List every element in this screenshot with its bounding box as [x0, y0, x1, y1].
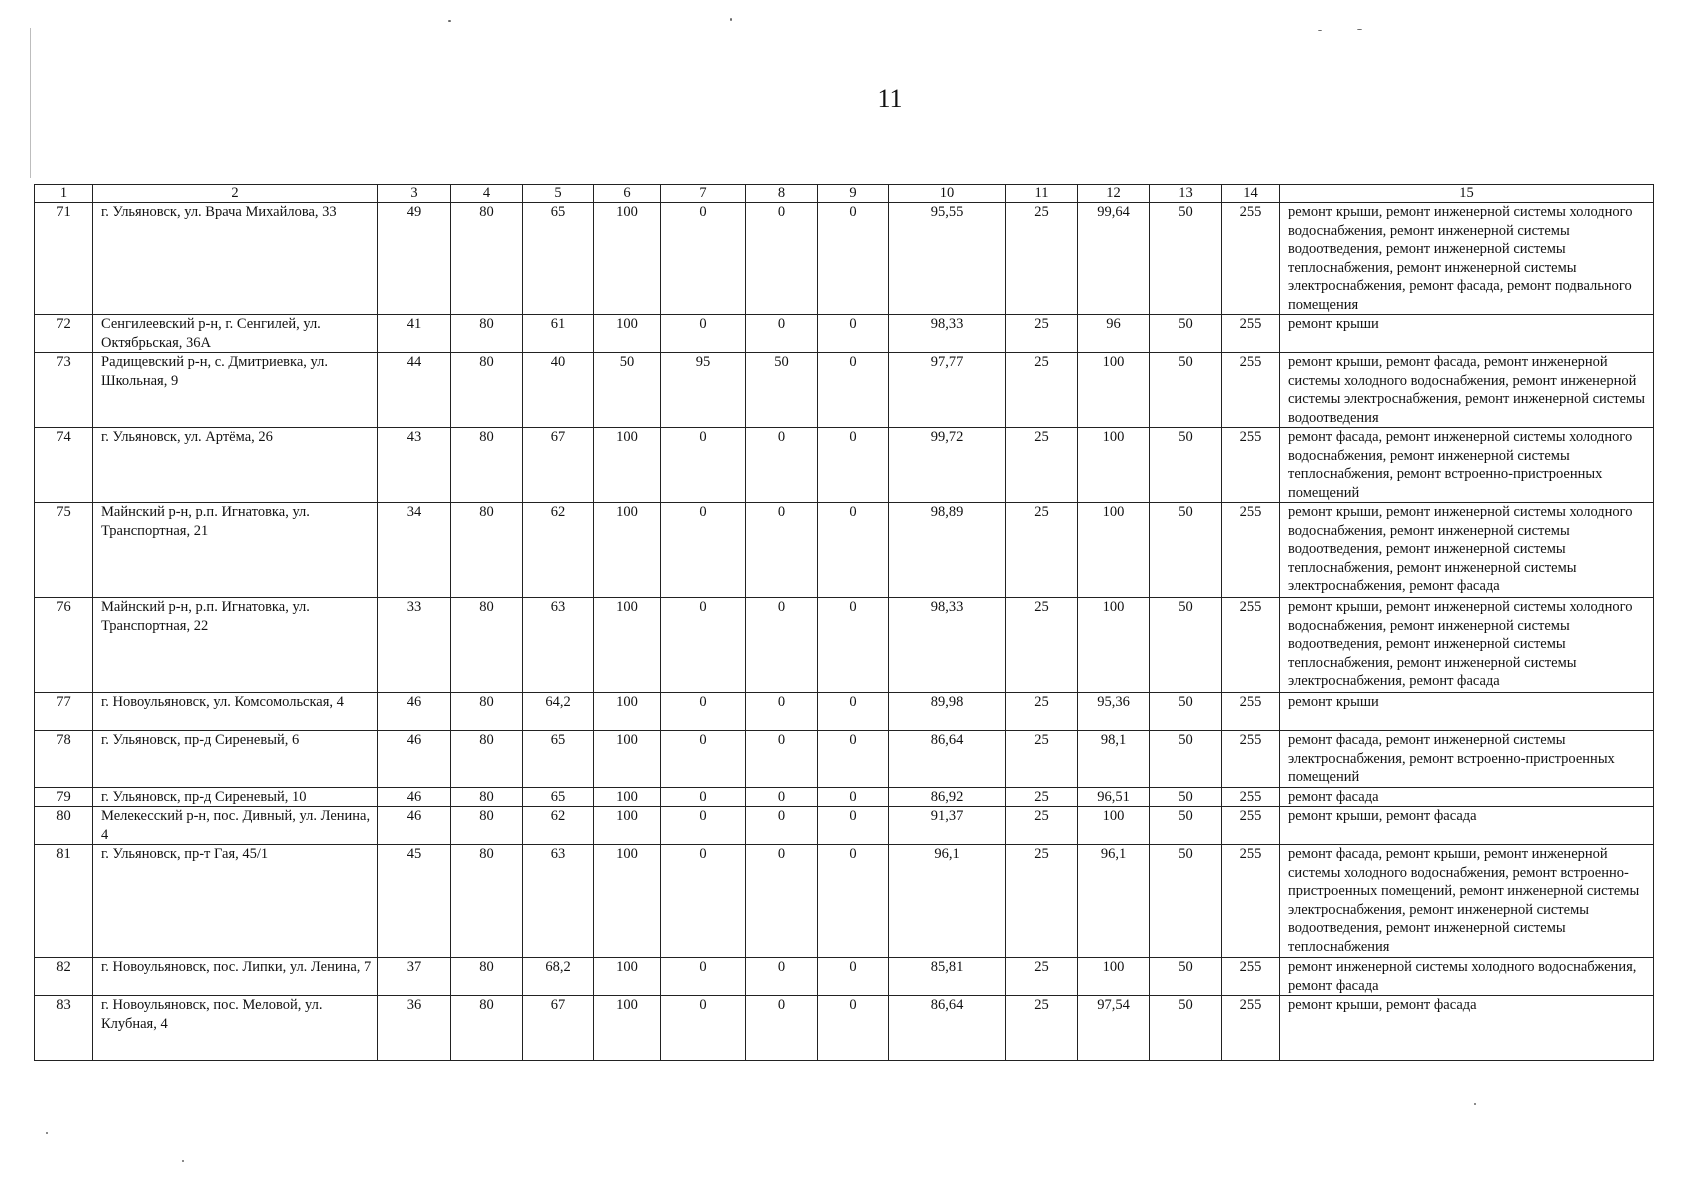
value-cell: 49: [378, 203, 451, 315]
value-cell: 100: [594, 787, 661, 807]
value-cell: 80: [451, 598, 523, 693]
value-cell: 80: [451, 203, 523, 315]
value-cell: 255: [1222, 731, 1280, 788]
value-cell: 255: [1222, 503, 1280, 598]
value-cell: 50: [1150, 996, 1222, 1061]
works-cell: ремонт крыши, ремонт фасада: [1280, 996, 1654, 1061]
table-row: [35, 787, 1654, 807]
works-cell: ремонт фасада, ремонт инженерной системы холодного водоснабжения, ремонт инженерной системы теплоснабжения, ремонт встроенно-пристроенных помещений: [1280, 428, 1654, 503]
column-header: 11: [1006, 185, 1078, 203]
column-header: 12: [1078, 185, 1150, 203]
value-cell: 0: [818, 731, 889, 788]
value-cell: 0: [746, 315, 818, 353]
works-cell: ремонт крыши, ремонт фасада, ремонт инженерной системы холодного водоснабжения, ремонт инженерной системы электроснабжения, ремонт инженерной системы водоотведения: [1280, 353, 1654, 428]
value-cell: 95,36: [1078, 693, 1150, 731]
value-cell: 50: [1150, 203, 1222, 315]
address-cell: г. Ульяновск, пр-д Сиреневый, 6: [93, 731, 378, 788]
table-row: [35, 203, 1654, 315]
value-cell: 34: [378, 503, 451, 598]
value-cell: 0: [818, 958, 889, 996]
value-cell: 25: [1006, 203, 1078, 315]
value-cell: 100: [594, 845, 661, 958]
value-cell: 44: [378, 353, 451, 428]
value-cell: 46: [378, 787, 451, 807]
value-cell: 25: [1006, 996, 1078, 1061]
value-cell: 0: [661, 807, 746, 845]
value-cell: 0: [661, 315, 746, 353]
value-cell: 0: [746, 203, 818, 315]
value-cell: 61: [523, 315, 594, 353]
value-cell: 50: [1150, 353, 1222, 428]
table-row: [35, 315, 1654, 353]
column-header: 3: [378, 185, 451, 203]
value-cell: 89,98: [889, 693, 1006, 731]
value-cell: 0: [746, 731, 818, 788]
value-cell: 255: [1222, 958, 1280, 996]
value-cell: 100: [594, 503, 661, 598]
value-cell: 100: [594, 996, 661, 1061]
value-cell: 0: [746, 598, 818, 693]
value-cell: 0: [661, 996, 746, 1061]
value-cell: 98,33: [889, 315, 1006, 353]
value-cell: 25: [1006, 315, 1078, 353]
value-cell: 0: [661, 958, 746, 996]
row-number: 77: [35, 693, 93, 731]
row-number: 82: [35, 958, 93, 996]
value-cell: 37: [378, 958, 451, 996]
value-cell: 0: [746, 996, 818, 1061]
address-cell: Майнский р-н, р.п. Игнатовка, ул. Транспортная, 22: [93, 598, 378, 693]
value-cell: 80: [451, 845, 523, 958]
value-cell: 255: [1222, 598, 1280, 693]
address-cell: г. Новоульяновск, ул. Комсомольская, 4: [93, 693, 378, 731]
value-cell: 98,33: [889, 598, 1006, 693]
value-cell: 100: [1078, 807, 1150, 845]
scan-speck: [1474, 1103, 1476, 1105]
value-cell: 50: [746, 353, 818, 428]
row-number: 78: [35, 731, 93, 788]
value-cell: 80: [451, 807, 523, 845]
header-row: [35, 185, 1654, 203]
value-cell: 67: [523, 428, 594, 503]
value-cell: 50: [1150, 598, 1222, 693]
scan-speck: [448, 20, 451, 22]
value-cell: 0: [661, 503, 746, 598]
works-cell: ремонт инженерной системы холодного водоснабжения, ремонт фасада: [1280, 958, 1654, 996]
value-cell: 0: [746, 845, 818, 958]
address-cell: г. Ульяновск, пр-т Гая, 45/1: [93, 845, 378, 958]
value-cell: 65: [523, 731, 594, 788]
works-cell: ремонт крыши, ремонт инженерной системы холодного водоснабжения, ремонт инженерной системы водоотведения, ремонт инженерной системы теплоснабжения, ремонт инженерной системы электроснабжения, ремонт фасада: [1280, 598, 1654, 693]
column-header: 2: [93, 185, 378, 203]
value-cell: 0: [818, 787, 889, 807]
value-cell: 63: [523, 598, 594, 693]
value-cell: 86,64: [889, 731, 1006, 788]
value-cell: 0: [661, 731, 746, 788]
value-cell: 96: [1078, 315, 1150, 353]
address-cell: Мелекесский р-н, пос. Дивный, ул. Ленина, 4: [93, 807, 378, 845]
value-cell: 62: [523, 807, 594, 845]
value-cell: 100: [594, 731, 661, 788]
column-header: 8: [746, 185, 818, 203]
table-row: [35, 428, 1654, 503]
address-cell: г. Ульяновск, пр-д Сиреневый, 10: [93, 787, 378, 807]
value-cell: 50: [1150, 958, 1222, 996]
value-cell: 25: [1006, 731, 1078, 788]
value-cell: 0: [818, 428, 889, 503]
value-cell: 255: [1222, 428, 1280, 503]
value-cell: 50: [1150, 787, 1222, 807]
value-cell: 36: [378, 996, 451, 1061]
value-cell: 0: [818, 203, 889, 315]
value-cell: 86,64: [889, 996, 1006, 1061]
value-cell: 50: [1150, 731, 1222, 788]
scan-speck: [46, 1132, 48, 1134]
value-cell: 97,77: [889, 353, 1006, 428]
row-number: 71: [35, 203, 93, 315]
value-cell: 0: [818, 353, 889, 428]
value-cell: 64,2: [523, 693, 594, 731]
value-cell: 80: [451, 958, 523, 996]
row-number: 73: [35, 353, 93, 428]
value-cell: 46: [378, 693, 451, 731]
value-cell: 67: [523, 996, 594, 1061]
address-cell: г. Ульяновск, ул. Врача Михайлова, 33: [93, 203, 378, 315]
value-cell: 100: [594, 693, 661, 731]
column-header: 6: [594, 185, 661, 203]
value-cell: 46: [378, 731, 451, 788]
value-cell: 255: [1222, 807, 1280, 845]
value-cell: 50: [1150, 845, 1222, 958]
value-cell: 25: [1006, 503, 1078, 598]
scan-speck: [730, 18, 732, 21]
value-cell: 25: [1006, 598, 1078, 693]
value-cell: 50: [1150, 503, 1222, 598]
value-cell: 0: [818, 996, 889, 1061]
value-cell: 100: [1078, 958, 1150, 996]
value-cell: 0: [818, 315, 889, 353]
value-cell: 100: [1078, 598, 1150, 693]
value-cell: 95: [661, 353, 746, 428]
value-cell: 25: [1006, 807, 1078, 845]
value-cell: 0: [661, 845, 746, 958]
address-cell: г. Новоульяновск, пос. Липки, ул. Ленина, 7: [93, 958, 378, 996]
value-cell: 80: [451, 315, 523, 353]
column-header: 4: [451, 185, 523, 203]
value-cell: 33: [378, 598, 451, 693]
value-cell: 255: [1222, 315, 1280, 353]
value-cell: 25: [1006, 353, 1078, 428]
value-cell: 41: [378, 315, 451, 353]
table-row: [35, 353, 1654, 428]
value-cell: 0: [818, 807, 889, 845]
value-cell: 255: [1222, 353, 1280, 428]
works-cell: ремонт крыши, ремонт инженерной системы холодного водоснабжения, ремонт инженерной системы водоотведения, ремонт инженерной системы теплоснабжения, ремонт инженерной системы электроснабжения, ремонт фасада, ремонт подвального помещения: [1280, 203, 1654, 315]
column-header: 14: [1222, 185, 1280, 203]
works-cell: ремонт крыши: [1280, 693, 1654, 731]
value-cell: 62: [523, 503, 594, 598]
value-cell: 98,1: [1078, 731, 1150, 788]
value-cell: 91,37: [889, 807, 1006, 845]
value-cell: 43: [378, 428, 451, 503]
value-cell: 86,92: [889, 787, 1006, 807]
value-cell: 25: [1006, 428, 1078, 503]
column-header: 7: [661, 185, 746, 203]
value-cell: 100: [594, 428, 661, 503]
value-cell: 68,2: [523, 958, 594, 996]
row-number: 75: [35, 503, 93, 598]
value-cell: 45: [378, 845, 451, 958]
works-cell: ремонт фасада: [1280, 787, 1654, 807]
value-cell: 255: [1222, 787, 1280, 807]
repair-program-table: [34, 184, 1654, 1061]
value-cell: 80: [451, 503, 523, 598]
value-cell: 255: [1222, 845, 1280, 958]
address-cell: Майнский р-н, р.п. Игнатовка, ул. Транспортная, 21: [93, 503, 378, 598]
column-header: 1: [35, 185, 93, 203]
value-cell: 255: [1222, 996, 1280, 1061]
value-cell: 50: [1150, 807, 1222, 845]
works-cell: ремонт фасада, ремонт инженерной системы электроснабжения, ремонт встроенно-пристроенных помещений: [1280, 731, 1654, 788]
value-cell: 0: [746, 807, 818, 845]
scan-speck: [1318, 30, 1322, 31]
value-cell: 0: [818, 598, 889, 693]
value-cell: 25: [1006, 958, 1078, 996]
value-cell: 50: [594, 353, 661, 428]
row-number: 80: [35, 807, 93, 845]
value-cell: 0: [746, 503, 818, 598]
value-cell: 0: [661, 203, 746, 315]
value-cell: 50: [1150, 428, 1222, 503]
column-header: 10: [889, 185, 1006, 203]
works-cell: ремонт крыши: [1280, 315, 1654, 353]
value-cell: 99,72: [889, 428, 1006, 503]
column-header: 5: [523, 185, 594, 203]
table-body: [35, 185, 1654, 1061]
value-cell: 0: [661, 693, 746, 731]
value-cell: 65: [523, 787, 594, 807]
table-row: [35, 731, 1654, 788]
scan-edge-line: [30, 28, 31, 178]
scan-speck: [1357, 29, 1362, 30]
column-header: 15: [1280, 185, 1654, 203]
page-number: 11: [877, 84, 903, 113]
address-cell: Сенгилеевский р-н, г. Сенгилей, ул. Октябрьская, 36А: [93, 315, 378, 353]
value-cell: 100: [594, 315, 661, 353]
value-cell: 100: [1078, 428, 1150, 503]
value-cell: 50: [1150, 693, 1222, 731]
value-cell: 0: [818, 845, 889, 958]
value-cell: 80: [451, 693, 523, 731]
value-cell: 80: [451, 353, 523, 428]
address-cell: Радищевский р-н, с. Дмитриевка, ул. Школьная, 9: [93, 353, 378, 428]
row-number: 79: [35, 787, 93, 807]
value-cell: 0: [818, 503, 889, 598]
value-cell: 0: [661, 428, 746, 503]
value-cell: 63: [523, 845, 594, 958]
value-cell: 80: [451, 787, 523, 807]
table-row: [35, 958, 1654, 996]
table-row: [35, 693, 1654, 731]
column-header: 13: [1150, 185, 1222, 203]
value-cell: 80: [451, 428, 523, 503]
value-cell: 255: [1222, 693, 1280, 731]
table-row: [35, 807, 1654, 845]
value-cell: 40: [523, 353, 594, 428]
value-cell: 25: [1006, 787, 1078, 807]
column-header: 9: [818, 185, 889, 203]
value-cell: 96,51: [1078, 787, 1150, 807]
address-cell: г. Ульяновск, ул. Артёма, 26: [93, 428, 378, 503]
row-number: 74: [35, 428, 93, 503]
value-cell: 100: [594, 958, 661, 996]
value-cell: 100: [594, 807, 661, 845]
row-number: 76: [35, 598, 93, 693]
value-cell: 0: [661, 787, 746, 807]
value-cell: 80: [451, 731, 523, 788]
value-cell: 65: [523, 203, 594, 315]
value-cell: 99,64: [1078, 203, 1150, 315]
value-cell: 0: [746, 693, 818, 731]
value-cell: 0: [746, 428, 818, 503]
table-row: [35, 845, 1654, 958]
value-cell: 100: [1078, 503, 1150, 598]
value-cell: 100: [1078, 353, 1150, 428]
value-cell: 80: [451, 996, 523, 1061]
value-cell: 0: [746, 958, 818, 996]
row-number: 83: [35, 996, 93, 1061]
scan-speck: [182, 1160, 184, 1162]
value-cell: 98,89: [889, 503, 1006, 598]
address-cell: г. Новоульяновск, пос. Меловой, ул. Клубная, 4: [93, 996, 378, 1061]
value-cell: 100: [594, 598, 661, 693]
row-number: 81: [35, 845, 93, 958]
works-cell: ремонт фасада, ремонт крыши, ремонт инженерной системы холодного водоснабжения, ремонт встроенно-пристроенных помещений, ремонт инженерной системы электроснабжения, ремонт инженерной системы водоотведения, ремонт инженерной системы теплоснабжения: [1280, 845, 1654, 958]
value-cell: 100: [594, 203, 661, 315]
value-cell: 0: [661, 598, 746, 693]
value-cell: 50: [1150, 315, 1222, 353]
table-row: [35, 996, 1654, 1061]
value-cell: 46: [378, 807, 451, 845]
table-row: [35, 503, 1654, 598]
value-cell: 96,1: [1078, 845, 1150, 958]
value-cell: 25: [1006, 693, 1078, 731]
value-cell: 0: [818, 693, 889, 731]
works-cell: ремонт крыши, ремонт инженерной системы холодного водоснабжения, ремонт инженерной системы водоотведения, ремонт инженерной системы теплоснабжения, ремонт инженерной системы электроснабжения, ремонт фасада: [1280, 503, 1654, 598]
value-cell: 95,55: [889, 203, 1006, 315]
value-cell: 25: [1006, 845, 1078, 958]
value-cell: 85,81: [889, 958, 1006, 996]
value-cell: 255: [1222, 203, 1280, 315]
value-cell: 0: [746, 787, 818, 807]
value-cell: 96,1: [889, 845, 1006, 958]
works-cell: ремонт крыши, ремонт фасада: [1280, 807, 1654, 845]
row-number: 72: [35, 315, 93, 353]
table-row: [35, 598, 1654, 693]
value-cell: 97,54: [1078, 996, 1150, 1061]
